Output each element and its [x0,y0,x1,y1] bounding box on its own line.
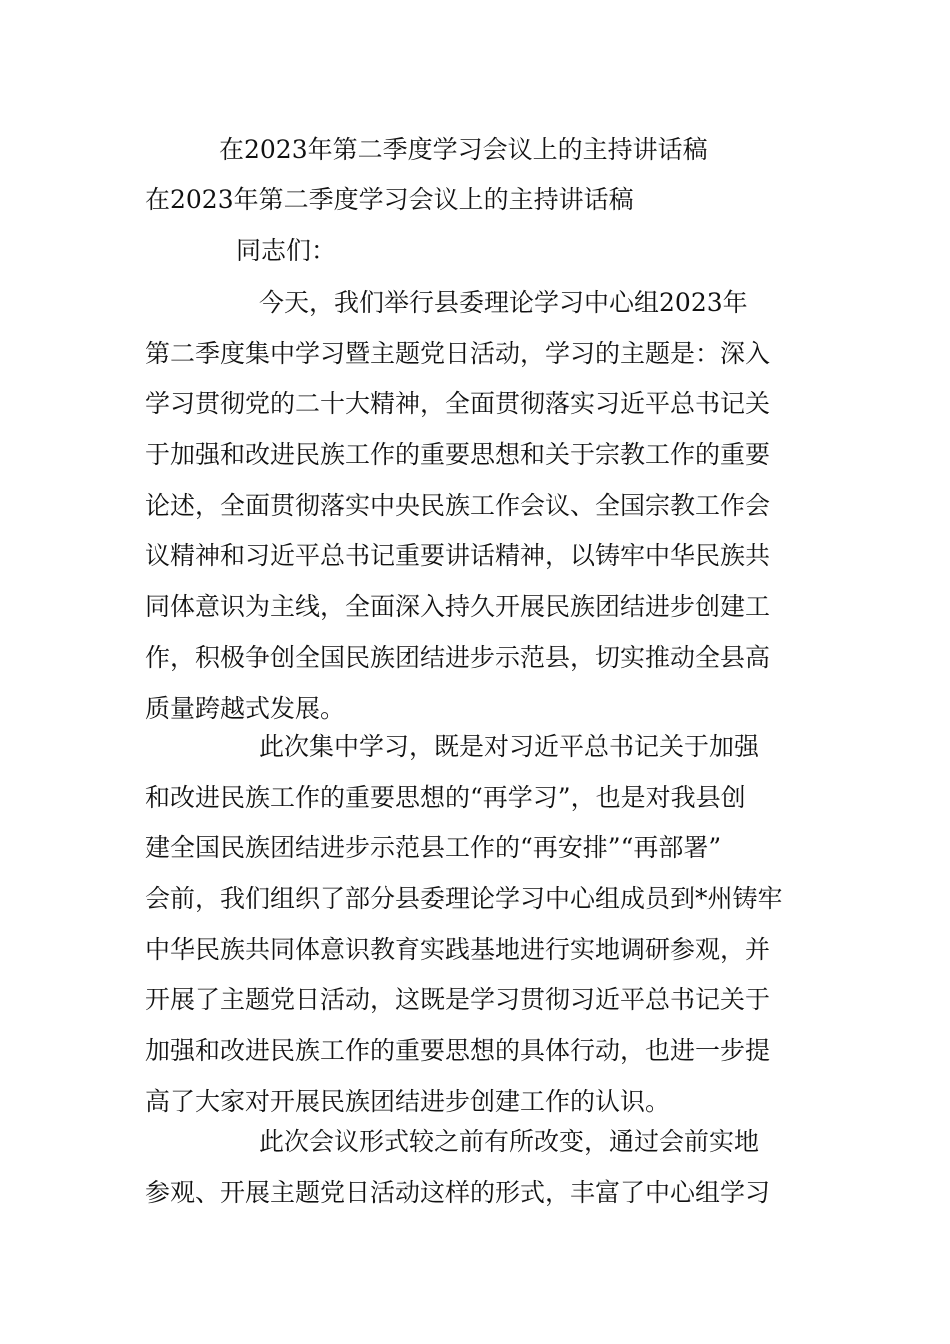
salutation: 同志们： [236,236,337,265]
paragraph-line: 质量跨越式发展。 [145,693,346,723]
document-title: 在2023年第二季度学习会议上的主持讲话稿 [219,135,708,164]
paragraph-line: 同体意识为主线，全面深入持久开展民族团结进步创建工 [145,592,771,622]
paragraph-1 [145,278,810,734]
paragraph-line: 议精神和习近平总书记重要讲话精神，以铸牢中华民族共 [145,541,771,571]
paragraph-line: 学习贯彻党的二十大精神，全面贯彻落实习近平总书记关 [145,389,771,419]
paragraph-line: 于加强和改进民族工作的重要思想和关于宗教工作的重要 [145,440,771,470]
paragraph-line: 建全国民族团结进步示范县工作的“再安排”“再部署” [145,833,722,863]
paragraph-line: 会前，我们组织了部分县委理论学习中心组成员到*州铸牢 [145,884,783,914]
paragraph-line: 作，积极争创全国民族团结进步示范县，切实推动全县高 [145,642,771,672]
paragraph-line: 加强和改进民族工作的重要思想的具体行动，也进一步提 [145,1036,771,1066]
paragraph-line: 论述，全面贯彻落实中央民族工作会议、全国宗教工作会 [145,490,771,520]
paragraph-line: 中华民族共同体意识教育实践基地进行实地调研参观，并 [145,934,771,964]
paragraph-2 [145,722,810,1128]
paragraph-line: 此次会议形式较之前有所改变，通过会前实地 [259,1127,760,1156]
paragraph-3 [145,1117,810,1218]
paragraph-line: 今天，我们举行县委理论学习中心组2023年 [259,288,748,317]
paragraph-line: 和改进民族工作的重要思想的“再学习”，也是对我县创 [145,782,746,812]
paragraph-line: 开展了主题党日活动，这既是学习贯彻习近平总书记关于 [145,985,771,1015]
document-title-repeat: 在2023年第二季度学习会议上的主持讲话稿 [145,185,634,214]
paragraph-line: 此次集中学习，既是对习近平总书记关于加强 [259,732,760,761]
paragraph-line: 高了大家对开展民族团结进步创建工作的认识。 [145,1086,671,1116]
paragraph-line: 第二季度集中学习暨主题党日活动，学习的主题是：深入 [145,338,771,368]
paragraph-line: 参观、开展主题党日活动这样的形式，丰富了中心组学习 [145,1177,771,1207]
